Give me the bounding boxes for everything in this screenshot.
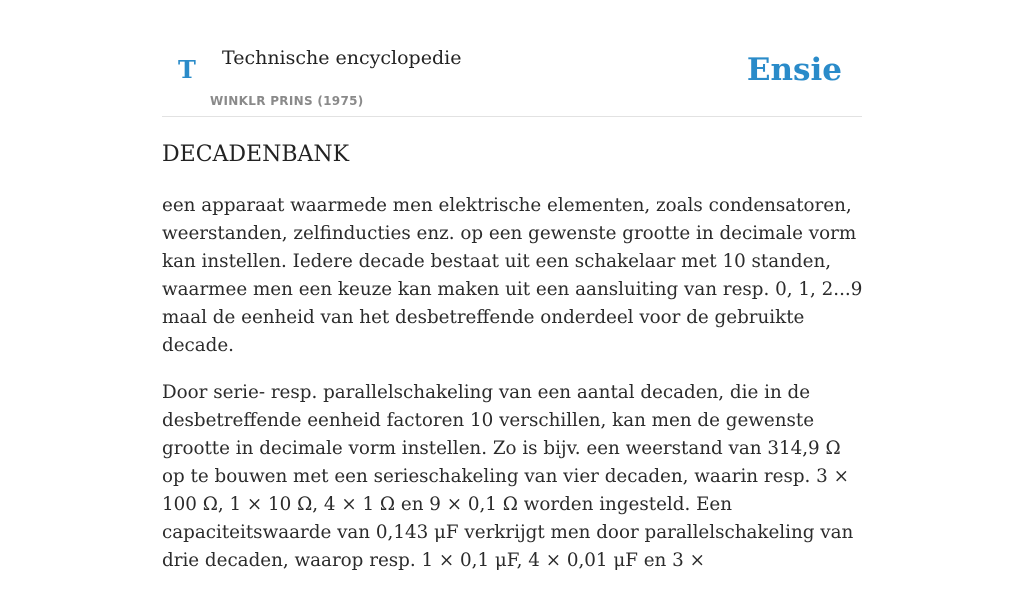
article-title: DECADENBANK [162, 142, 350, 167]
book-title[interactable]: Technische encyclopedie [222, 47, 462, 69]
article-paragraph: een apparaat waarmede men elektrische elementen, zoals condensatoren, weerstanden, zelfinducties enz. op een gewenste grootte in decimale vorm kan instellen. Iedere decade bestaat uit een schakelaar met 10 standen, waarmee men een keuze kan maken uit een aansluiting van resp. 0, 1, 2...9 maal de eenheid van het desbetreffende onderdeel voor de gebruikte decade. [162, 195, 863, 356]
article-body [162, 192, 866, 594]
book-logo-icon[interactable]: T [178, 55, 196, 84]
header [162, 0, 862, 117]
brand-logo[interactable]: Ensie [746, 52, 842, 88]
book-source: WINKLR PRINS (1975) [210, 94, 364, 108]
article-paragraph: Door serie- resp. parallelschakeling van een aantal decaden, die in de desbetreffende eenheid factoren 10 verschillen, kan men de gewenste grootte in decimale vorm instellen. Zo is bijv. een weerstand van 314,9 Ω op te bouwen met een serieschakeling van vier decaden, waarin resp. 3 × 100 Ω, 1 × 10 Ω, 4 × 1 Ω en 9 × 0,1 Ω worden ingesteld. Een capaciteitswaarde van 0,143 μF verkrijgt men door parallelschakeling van drie decaden, waarop resp. 1 × 0,1 μF, 4 × 0,01 μF en 3 × [162, 382, 854, 571]
